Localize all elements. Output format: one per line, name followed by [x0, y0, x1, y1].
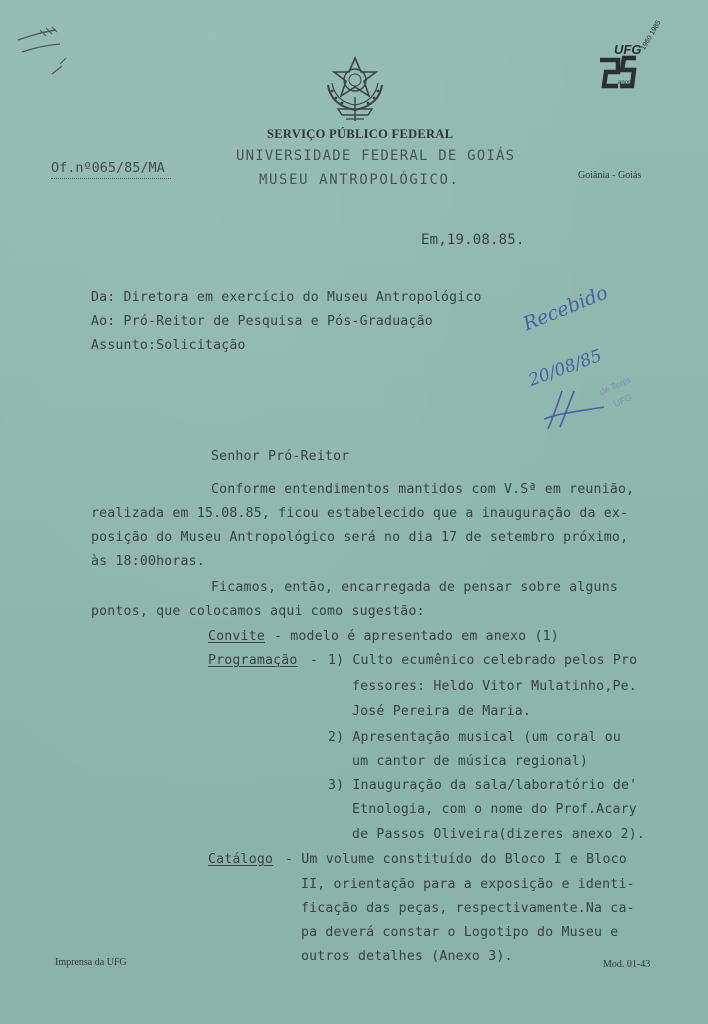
convite-label: Convite	[208, 629, 265, 644]
program-item-3-line-3: de Passos Oliveira(dizeres anexo 2).	[352, 827, 646, 842]
catalogo-line-5: outros detalhes (Anexo 3).	[301, 949, 513, 964]
program-item-1-line-3: José Pereira de Maria.	[352, 704, 532, 719]
pencil-marks	[12, 18, 72, 88]
reference-underline	[51, 178, 171, 179]
program-item-2-line-1: 2) Apresentação musical (um coral ou	[328, 730, 622, 745]
brazil-coat-of-arms-icon	[320, 55, 390, 123]
program-item-2-line-2: um cantor de música regional)	[352, 754, 589, 769]
ufg-25-years-logo	[596, 19, 663, 92]
museum-name: MUSEU ANTROPOLÓGICO.	[259, 172, 460, 188]
stamp-text-1: de Terra	[598, 374, 633, 398]
to-field: Ao: Pró-Reitor de Pesquisa e Pós-Graduação	[91, 314, 433, 329]
printer-label: Imprensa da UFG	[55, 957, 127, 968]
handwritten-received: Recebido	[520, 281, 612, 336]
paragraph-2-line-1: Ficamos, então, encarregada de pensar sobre alguns	[211, 580, 618, 595]
program-item-1-line-1: 1) Culto ecumênico celebrado pelos Pro	[328, 653, 638, 668]
convite-text: - modelo é apresentado em anexo (1)	[274, 629, 559, 644]
paragraph-1-line-4: às 18:00horas.	[91, 554, 205, 569]
document-reference: Of.nº065/85/MA	[51, 160, 165, 176]
paragraph-1-line-1: Conforme entendimentos mantidos com V.Sª em reunião,	[211, 482, 635, 497]
program-item-3-line-1: 3) Inauguração da sala/laboratório de'	[328, 778, 638, 793]
handwritten-date: 20/08/85	[526, 345, 605, 391]
document-date: Em,19.08.85.	[421, 232, 525, 248]
salutation: Senhor Pró-Reitor	[211, 449, 350, 464]
paragraph-2-line-2: pontos, que colocamos aqui como sugestão:	[91, 604, 425, 619]
paragraph-1-line-2: realizada em 15.08.85, ficou estabelecido que a inauguração da ex-	[91, 506, 629, 521]
logo-years: 1960 1985	[640, 19, 663, 52]
city-label: Goiânia - Goiás	[578, 170, 642, 181]
from-field: Da: Diretora em exercício do Museu Antropológico	[91, 290, 482, 305]
logo-25-icon	[596, 54, 640, 92]
catalogo-line-1: - Um volume constituído do Bloco I e Bloco	[285, 852, 627, 867]
catalogo-label: Catálogo	[208, 852, 274, 867]
program-item-3-line-2: Etnologia, com o nome do Prof.Acary	[352, 802, 637, 817]
university-name: UNIVERSIDADE FEDERAL DE GOIÁS	[236, 148, 516, 164]
catalogo-line-3: ficação das peças, respectivamente.Na ca-	[301, 901, 635, 916]
stamp-text-2: UFG	[612, 392, 634, 410]
program-item-1-line-2: fessores: Heldo Vitor Mulatinho,Pe.	[352, 679, 637, 694]
paragraph-1-line-3: posição do Museu Antropológico será no dia 17 de setembro próximo,	[91, 530, 629, 545]
logo-anos: anos	[618, 80, 632, 86]
catalogo-line-4: pa deverá constar o Logotipo do Museu e	[301, 925, 619, 940]
subject-field: Assunto:Solicitação	[91, 338, 246, 353]
logo-text: UFG	[614, 42, 642, 57]
model-label: Mod. 01-43	[603, 959, 651, 970]
catalogo-line-2: II, orientação para a exposição e identi-	[301, 877, 635, 892]
service-title: SERVIÇO PÚBLICO FEDERAL	[267, 127, 454, 141]
programacao-label: Programação	[208, 653, 298, 668]
programacao-dash: -	[310, 653, 319, 668]
